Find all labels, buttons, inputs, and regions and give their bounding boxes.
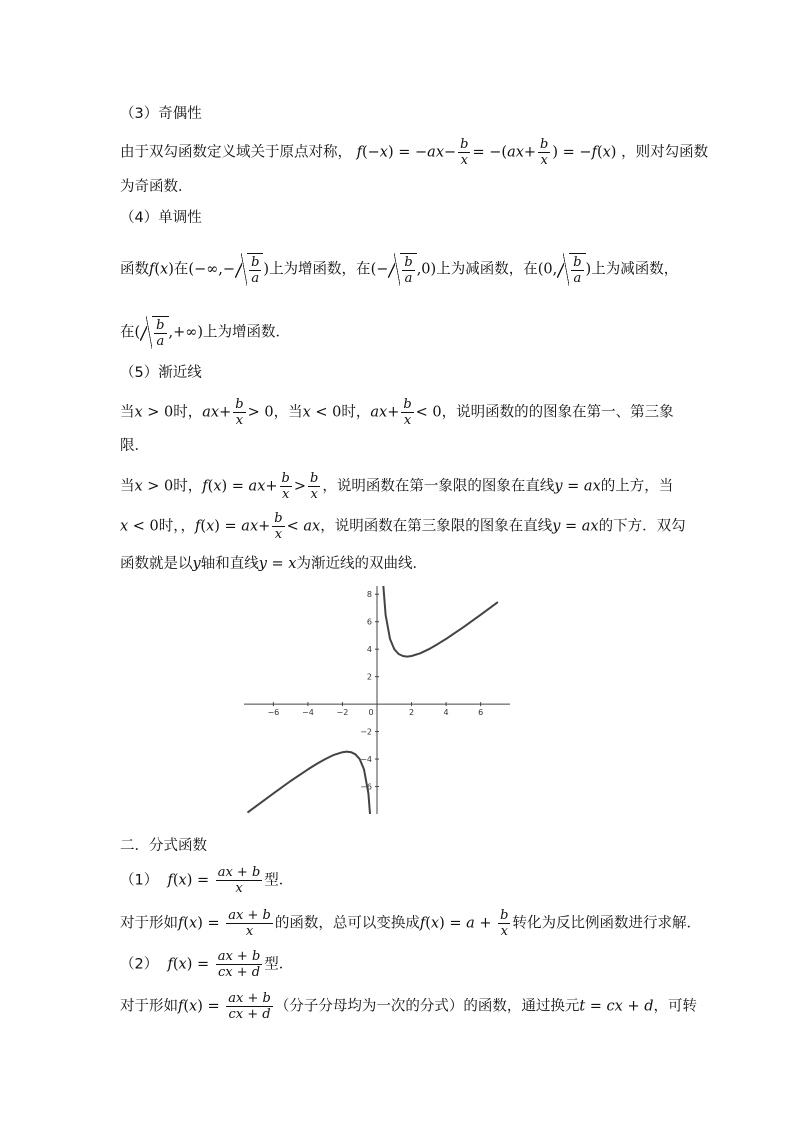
monotonicity-line-1: 函数f(x)在(−∞,− $\frac{b}{a}$ )上为增函数，在(− $\frac{b}{a}$ ,0)上为减函数，在(0, $\frac{b}{a}$ )上为减函数，	[120, 255, 679, 286]
asymptote-line-2: 限．	[120, 438, 149, 454]
fractional-type-1: （1） f(x) = $\frac{ax + b}{x}$ 型．	[120, 865, 294, 896]
y-tick-label: 6	[366, 617, 372, 627]
y-tick-label: 4	[366, 645, 372, 655]
asymptote-line-4: x < 0时，，f(x) = ax+ $\frac{b}{x}$ < ax，说明函数在第三象限的图象在直线y = ax的下方．双勾	[120, 511, 686, 542]
x-tick-label: −6	[267, 708, 280, 718]
curve-branch-third-quadrant	[248, 752, 372, 814]
parity-conclusion: 为奇函数．	[120, 179, 193, 195]
fractional-type-2-desc: 对于形如f(x) = $\frac{ax + b}{cx + d}$ （分子分母均为一次的分式）的函数，通过换元t = cx + d，可转	[120, 991, 698, 1022]
x-tick-label: 0	[368, 708, 374, 718]
parity-text-1: 由于双勾函数定义域关于原点对称，	[120, 144, 352, 161]
fractional-type-1-desc: 对于形如f(x) = $\frac{ax + b}{x}$ 的函数，总可以变换成f(x) = a + $\frac{b}{x}$ 转化为反比例函数进行求解．	[120, 908, 701, 939]
fractional-type-2: （2） f(x) = $\frac{ax + b}{cx + d}$ 型．	[120, 949, 294, 980]
y-tick-label: 8	[366, 590, 372, 600]
y-tick-label: −2	[360, 727, 372, 737]
parity-text-2: ，则对勾函数	[621, 144, 709, 161]
curve-branch-first-quadrant	[383, 586, 498, 657]
heading-fractional-functions: 二．分式函数	[120, 838, 207, 854]
x-tick-label: −4	[302, 708, 314, 718]
asymptote-line-1: 当x > 0时，ax+ $\frac{b}{x}$ > 0，当x < 0时，ax+ $\frac{b}{x}$ < 0，说明函数的的图象在第一、第三象	[120, 397, 674, 428]
heading-parity: （3）奇偶性	[120, 106, 202, 122]
y-tick-label: −6	[360, 782, 372, 792]
x-tick-label: −2	[336, 708, 349, 718]
heading-monotonicity: （4）单调性	[120, 210, 202, 226]
x-tick-label: 4	[443, 708, 449, 718]
hyperbola-graph	[244, 586, 510, 814]
x-tick-label: 6	[478, 708, 484, 718]
asymptote-line-5: 函数就是以y轴和直线y = x为渐近线的双曲线．	[120, 556, 427, 572]
parity-line: 由于双勾函数定义域关于原点对称， f(−x) = −ax− $\frac{b}{x}$ = −(ax+ $\frac{b}{x}$ ) = −f(x) ，则对勾函数	[120, 137, 709, 168]
x-tick-label: 2	[408, 708, 415, 718]
asymptote-line-3: 当x > 0时，f(x) = ax+ $\frac{b}{x}$ > $\frac{b}{x}$ ，说明函数在第一象限的图象在直线y = ax的上方，当	[120, 471, 674, 502]
fraction-b-over-x: $\frac{b}{x}$	[460, 137, 469, 168]
heading-asymptote: （5）渐近线	[120, 365, 202, 381]
y-tick-label: −4	[360, 755, 372, 765]
parity-formula: f	[356, 144, 362, 161]
monotonicity-line-2: 在( $\frac{b}{a}$ ,+∞)上为增函数．	[120, 318, 290, 349]
y-tick-label: 2	[366, 672, 372, 682]
sqrt-b-over-a: $\frac{b}{a}$	[235, 253, 263, 286]
